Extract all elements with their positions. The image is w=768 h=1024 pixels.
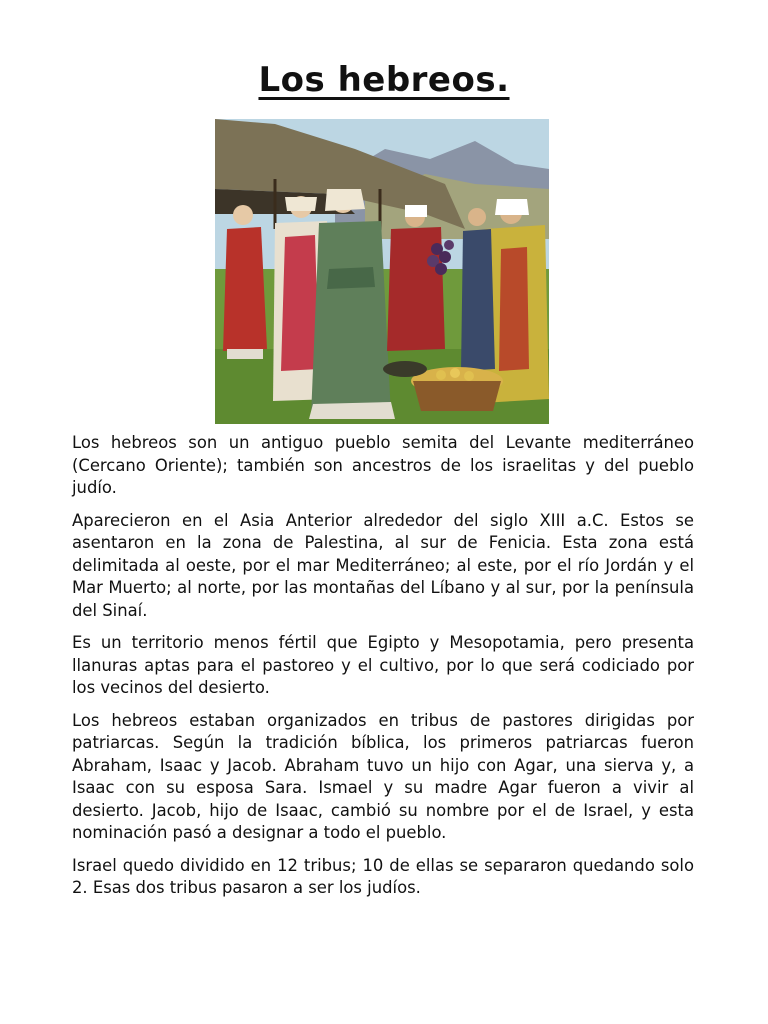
paragraph: Israel quedo dividido en 12 tribus; 10 de ellas se separaron quedando solo 2. Esas dos tribus pasaron a ser los judíos. [72, 855, 694, 897]
paragraph: Aparecieron en el Asia Anterior alrededor del siglo XIII a.C. Estos se asentaron en la zona de Palestina, al sur de Fenicia. Esta zona está delimitada al oeste, por el mar Mediterráneo; al este, por el río Jordán y el Mar Muerto; al norte, por las montañas del Líbano y al sur, por la península del Sinaí. [72, 510, 694, 620]
hebrews-illustration [215, 119, 549, 424]
paragraph: Los hebreos estaban organizados en tribus de pastores dirigidas por patriarcas. Según la tradición bíblica, los primeros patriarcas fueron Abraham, Isaac y Jacob. Abraham tuvo un hijo con Agar, una sierva y, a Isaac con su esposa Sara. Ismael y su madre Agar fueron a vivir al desierto. Jacob, hijo de Isaac, cambió su nombre por el de Israel, y esta nominación pasó a designar a todo el pueblo. [72, 710, 694, 842]
fruit-basket [411, 367, 503, 411]
figure-blue-robe [461, 208, 495, 371]
paragraph: Es un territorio menos fértil que Egipto y Mesopotamia, pero presenta llanuras aptas para el pastoreo y el cultivo, por lo que será codiciado por los vecinos del desierto. [72, 633, 694, 697]
page-title: Los hebreos. [258, 60, 510, 100]
paragraph: Los hebreos son un antiguo pueblo semita del Levante mediterráneo (Cercano Oriente); también son ancestros de los israelitas y del pueblo judío. [72, 433, 694, 497]
document-body [72, 432, 694, 910]
